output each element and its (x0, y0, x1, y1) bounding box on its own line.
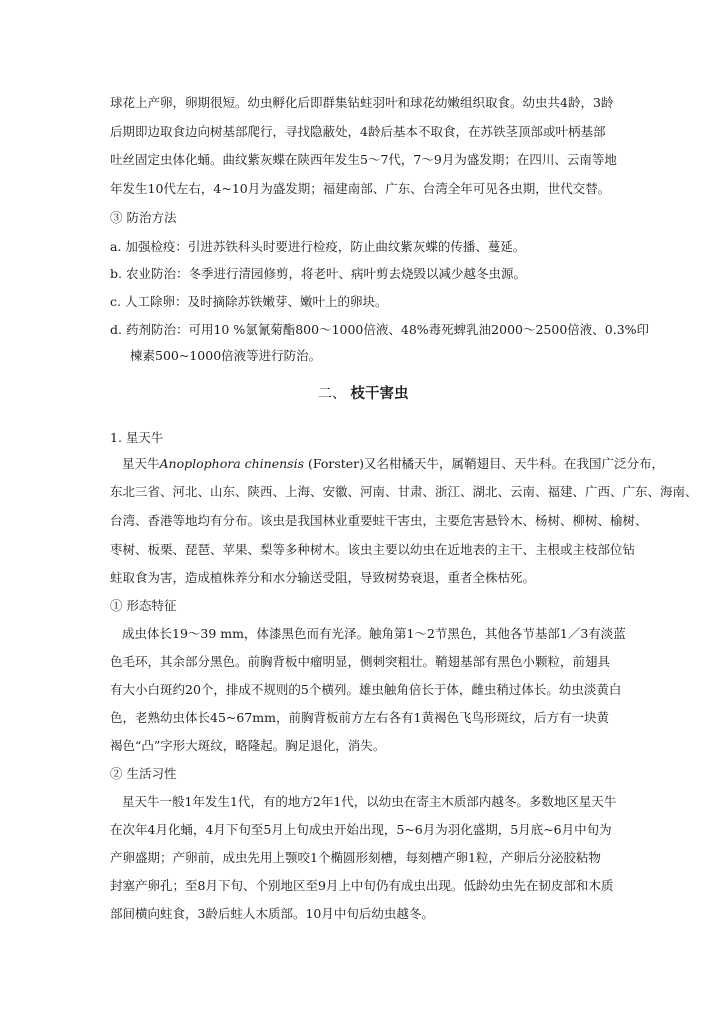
text-line: 部间横向蛀食，3龄后蛀人木质部。10月中旬后幼虫越冬。 (110, 906, 434, 921)
intro-prefix: 星天牛 (122, 456, 160, 471)
text-line: 后期即边取食边向树基部爬行，寻找隐蔽处，4龄后基本不取食，在苏铁茎顶部或叶柄基部 (110, 124, 606, 139)
text-line: 枣树、板栗、琵琶、苹果、梨等多种树木。该虫主要以幼虫在近地表的主干、主根或主枝部位钻 (110, 542, 636, 557)
text-line: 蛀取食为害，造成植株养分和水分输送受阻，导致树势衰退，重者全株枯死。 (110, 570, 536, 585)
text-line: 年发生10代左右，4~10月为盛发期；福建南部、广东、台湾全年可见各虫期，世代交替。 (110, 181, 611, 196)
text-line: 星天牛一般1年发生1代，有的地方2年1代，以幼虫在寄主木质部内越冬。多数地区星天牛 (122, 794, 617, 809)
text-line: 在次年4月化蛹，4月下旬至5月上旬成虫开始出现，5~6月为羽化盛期，5月底~6月中旬为 (110, 822, 612, 837)
subheading-morphology: ① 形态特征 (110, 598, 177, 613)
text-line: 产卵盛期；产卵前，成虫先用上颚咬1个椭圆形刻槽，每刻槽产卵1粒，产卵后分泌胶粘物 (110, 850, 601, 865)
subheading-prevention: ③ 防治方法 (110, 210, 177, 225)
text-line: 封塞产卵孔；至8月下旬、个别地区至9月上中旬仍有成虫出现。低龄幼虫先在韧皮部和木质 (110, 878, 614, 893)
latin-name: Anoplophora chinensis (159, 456, 304, 471)
text-line: 球花上产卵，卵期很短。幼虫孵化后即群集钻蛀羽叶和球花幼嫩组织取食。幼虫共4龄，3龄 (110, 95, 614, 110)
list-item: a. 加强检疫：引进苏铁科头时要进行检疫，防止曲纹紫灰蝶的传播、蔓延。 (110, 239, 526, 254)
text-line: 台湾、香港等地均有分布。该虫是我国林业重要蛀干害虫，主要危害悬铃木、杨树、柳树、榆树、 (110, 513, 648, 528)
text-line: 色，老熟幼虫体长45~67mm，前胸背板前方左右各有1黄褐色飞鸟形斑纹，后方有一块黄 (110, 710, 609, 725)
text-line: 色毛环，其余部分黑色。前胸背板中瘤明显，侧刺突粗壮。鞘翅基部有黑色小颗粒，前翅具 (110, 654, 611, 669)
text-line: 有大小白斑约20个，排成不规则的5个横列。雄虫触角倍长于体，雌虫稍过体长。幼虫淡黄白 (110, 682, 622, 697)
list-item: b. 农业防治：冬季进行清园修剪，将老叶、病叶剪去烧毁以减少越冬虫源。 (110, 266, 526, 281)
list-item: c. 人工除卵：及时摘除苏铁嫩芽、嫩叶上的卵块。 (110, 294, 388, 309)
section-title: 枝干害虫 (350, 386, 409, 402)
section-heading (318, 386, 408, 402)
intro-suffix: (Forster)又名柑橘天牛，属鞘翅目、天牛科。在我国广泛分布， (304, 456, 665, 471)
list-item: d. 药剂防治：可用10 %氯氰菊酯800～1000倍液、48%毒死蜱乳油2000～2500倍液、0.3%印 (110, 322, 650, 337)
text-line: 东北三省、河北、山东、陕西、上海、安徽、河南、甘肃、浙江、湖北、云南、福建、广西、广东、海南、 (110, 484, 698, 499)
text-line: 吐丝固定虫体化蛹。曲纹紫灰蝶在陕西年发生5～7代，7～9月为盛发期；在四川、云南等地 (110, 152, 617, 167)
section-number: 二、 (318, 386, 346, 402)
text-line: 成虫体长19～39 mm，体漆黑色而有光泽。触角第1～2节黑色，其他各节基部1／3有淡蓝 (122, 626, 626, 641)
subsection-title: 1. 星天牛 (110, 430, 164, 445)
list-item-continuation: 楝素500~1000倍液等进行防治。 (130, 348, 322, 363)
intro-paragraph (122, 456, 664, 472)
subheading-habits: ② 生活习性 (110, 766, 177, 781)
text-line: 褐色“凸”字形大斑纹，略隆起。胸足退化，消失。 (110, 738, 386, 753)
